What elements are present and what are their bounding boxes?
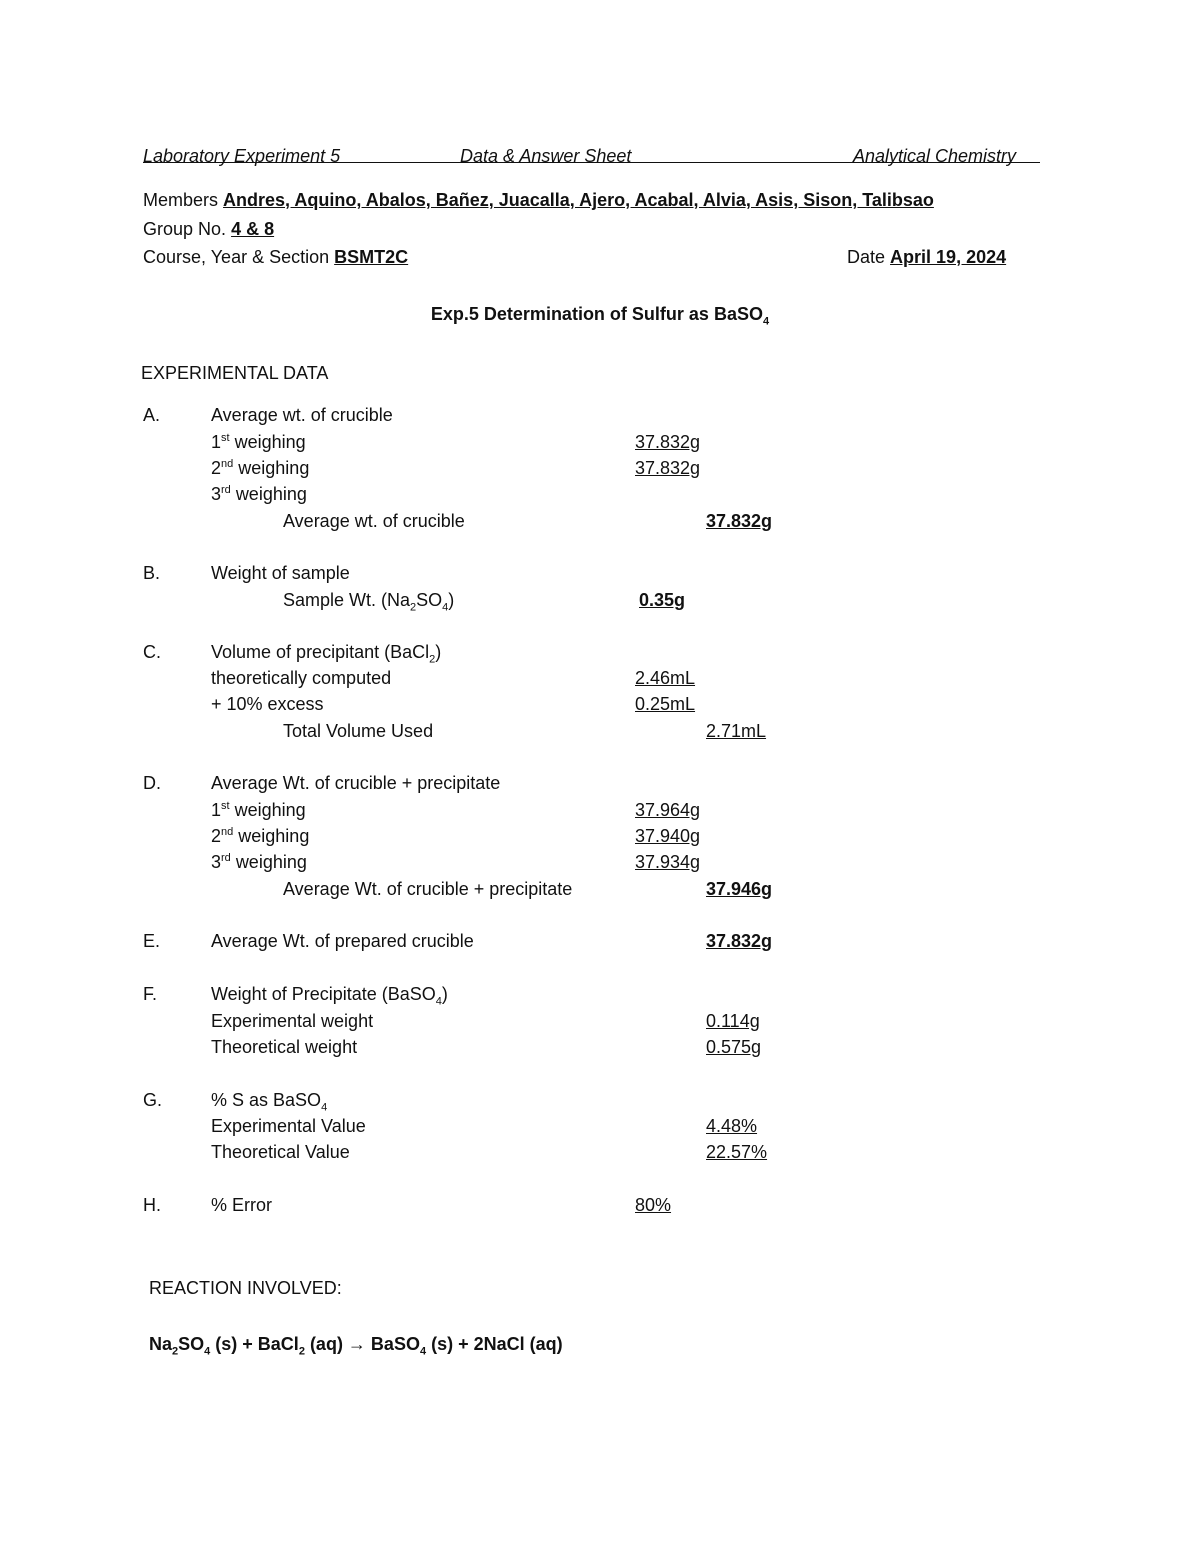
course-value: BSMT2C <box>334 247 409 267</box>
letter-f: F. <box>143 984 158 1004</box>
letter-c: C. <box>143 642 161 662</box>
a-weighing-2: 2nd weighing <box>211 458 310 478</box>
letter-a: A. <box>143 405 161 425</box>
f-theo-value: 0.575g <box>706 1037 762 1057</box>
header-center: Data & Answer Sheet <box>460 146 632 166</box>
header-left: Laboratory Experiment 5 <box>143 146 341 166</box>
d-heading: Average Wt. of crucible + precipitate <box>211 773 501 793</box>
d-weighing-3: 3rd weighing <box>211 852 307 872</box>
a-value-1: 37.832g <box>635 432 701 452</box>
date-value: April 19, 2024 <box>890 247 1007 267</box>
c-total-label: Total Volume Used <box>283 721 434 741</box>
d-value-1: 37.964g <box>635 800 701 820</box>
g-theo-label: Theoretical Value <box>211 1142 350 1162</box>
f-heading: Weight of Precipitate (BaSO$_4$) <box>211 984 448 1008</box>
b-sample-value: 0.35g <box>639 590 686 610</box>
c-theo-label: theoretically computed <box>211 668 392 688</box>
section-heading: EXPERIMENTAL DATA <box>141 363 329 383</box>
c-total-value: 2.71mL <box>706 721 767 741</box>
letter-h: H. <box>143 1195 161 1215</box>
a-weighing-3: 3rd weighing <box>211 484 307 504</box>
e-value: 37.832g <box>706 931 773 951</box>
group-label: Group No. <box>143 219 227 239</box>
letter-e: E. <box>143 931 161 951</box>
e-heading: Average Wt. of prepared crucible <box>211 931 474 951</box>
d-value-2: 37.940g <box>635 826 701 846</box>
header-underline <box>143 162 1040 163</box>
f-exp-value: 0.114g <box>706 1011 760 1031</box>
document-title: Exp.5 Determination of Sulfur as BaSO$_4$ <box>430 304 770 328</box>
letter-g: G. <box>143 1090 163 1110</box>
a-heading: Average wt. of crucible <box>211 405 393 425</box>
letter-b: B. <box>143 563 161 583</box>
d-weighing-2: 2nd weighing <box>211 826 310 846</box>
letter-d: D. <box>143 773 161 793</box>
members-value: Andres, Aquino, Abalos, Bañez, Juacalla, Ajero, Acabal, Alvia, Asis, Sison, Talibsao <box>223 190 934 210</box>
c-excess-label: + 10% excess <box>211 694 324 714</box>
a-avg-label: Average wt. of crucible <box>283 511 465 531</box>
f-theo-label: Theoretical weight <box>211 1037 358 1057</box>
reaction-heading: REACTION INVOLVED: <box>149 1278 342 1298</box>
date-label: Date <box>847 247 886 267</box>
header-right: Analytical Chemistry <box>853 146 1017 166</box>
a-avg-value: 37.832g <box>706 511 773 531</box>
members-label: Members <box>143 190 219 210</box>
g-exp-label: Experimental Value <box>211 1116 366 1136</box>
d-value-3: 37.934g <box>635 852 701 872</box>
course-label: Course, Year & Section <box>143 247 330 267</box>
h-heading: % Error <box>211 1195 273 1215</box>
g-heading: % S as BaSO$_4$ <box>211 1090 328 1114</box>
g-exp-value: 4.48% <box>706 1116 758 1136</box>
h-value: 80% <box>635 1195 672 1215</box>
g-theo-value: 22.57% <box>706 1142 768 1162</box>
c-excess-value: 0.25mL <box>635 694 696 714</box>
reaction-equation: $Na_2SO_4$ (s) + BaCl$_2$ (aq) → BaSO$_4$ (s) + 2NaCl (aq) <box>149 1334 563 1358</box>
d-avg-label: Average Wt. of crucible + precipitate <box>283 879 573 899</box>
b-heading: Weight of sample <box>211 563 350 583</box>
d-weighing-1: 1st weighing <box>211 800 306 820</box>
d-avg-value: 37.946g <box>706 879 773 899</box>
members-line <box>143 191 934 209</box>
date-line <box>847 248 1006 266</box>
a-value-2: 37.832g <box>635 458 701 478</box>
course-line <box>143 248 408 266</box>
a-weighing-1: 1st weighing <box>211 432 306 452</box>
c-heading: Volume of precipitant (BaCl$_2$) <box>211 642 442 666</box>
group-value: 4 & 8 <box>231 219 275 239</box>
b-sample-label: Sample Wt. $(Na_2SO_4)$ <box>283 590 455 614</box>
c-theo-value: 2.46mL <box>635 668 696 688</box>
f-exp-label: Experimental weight <box>211 1011 374 1031</box>
group-line <box>143 220 274 238</box>
